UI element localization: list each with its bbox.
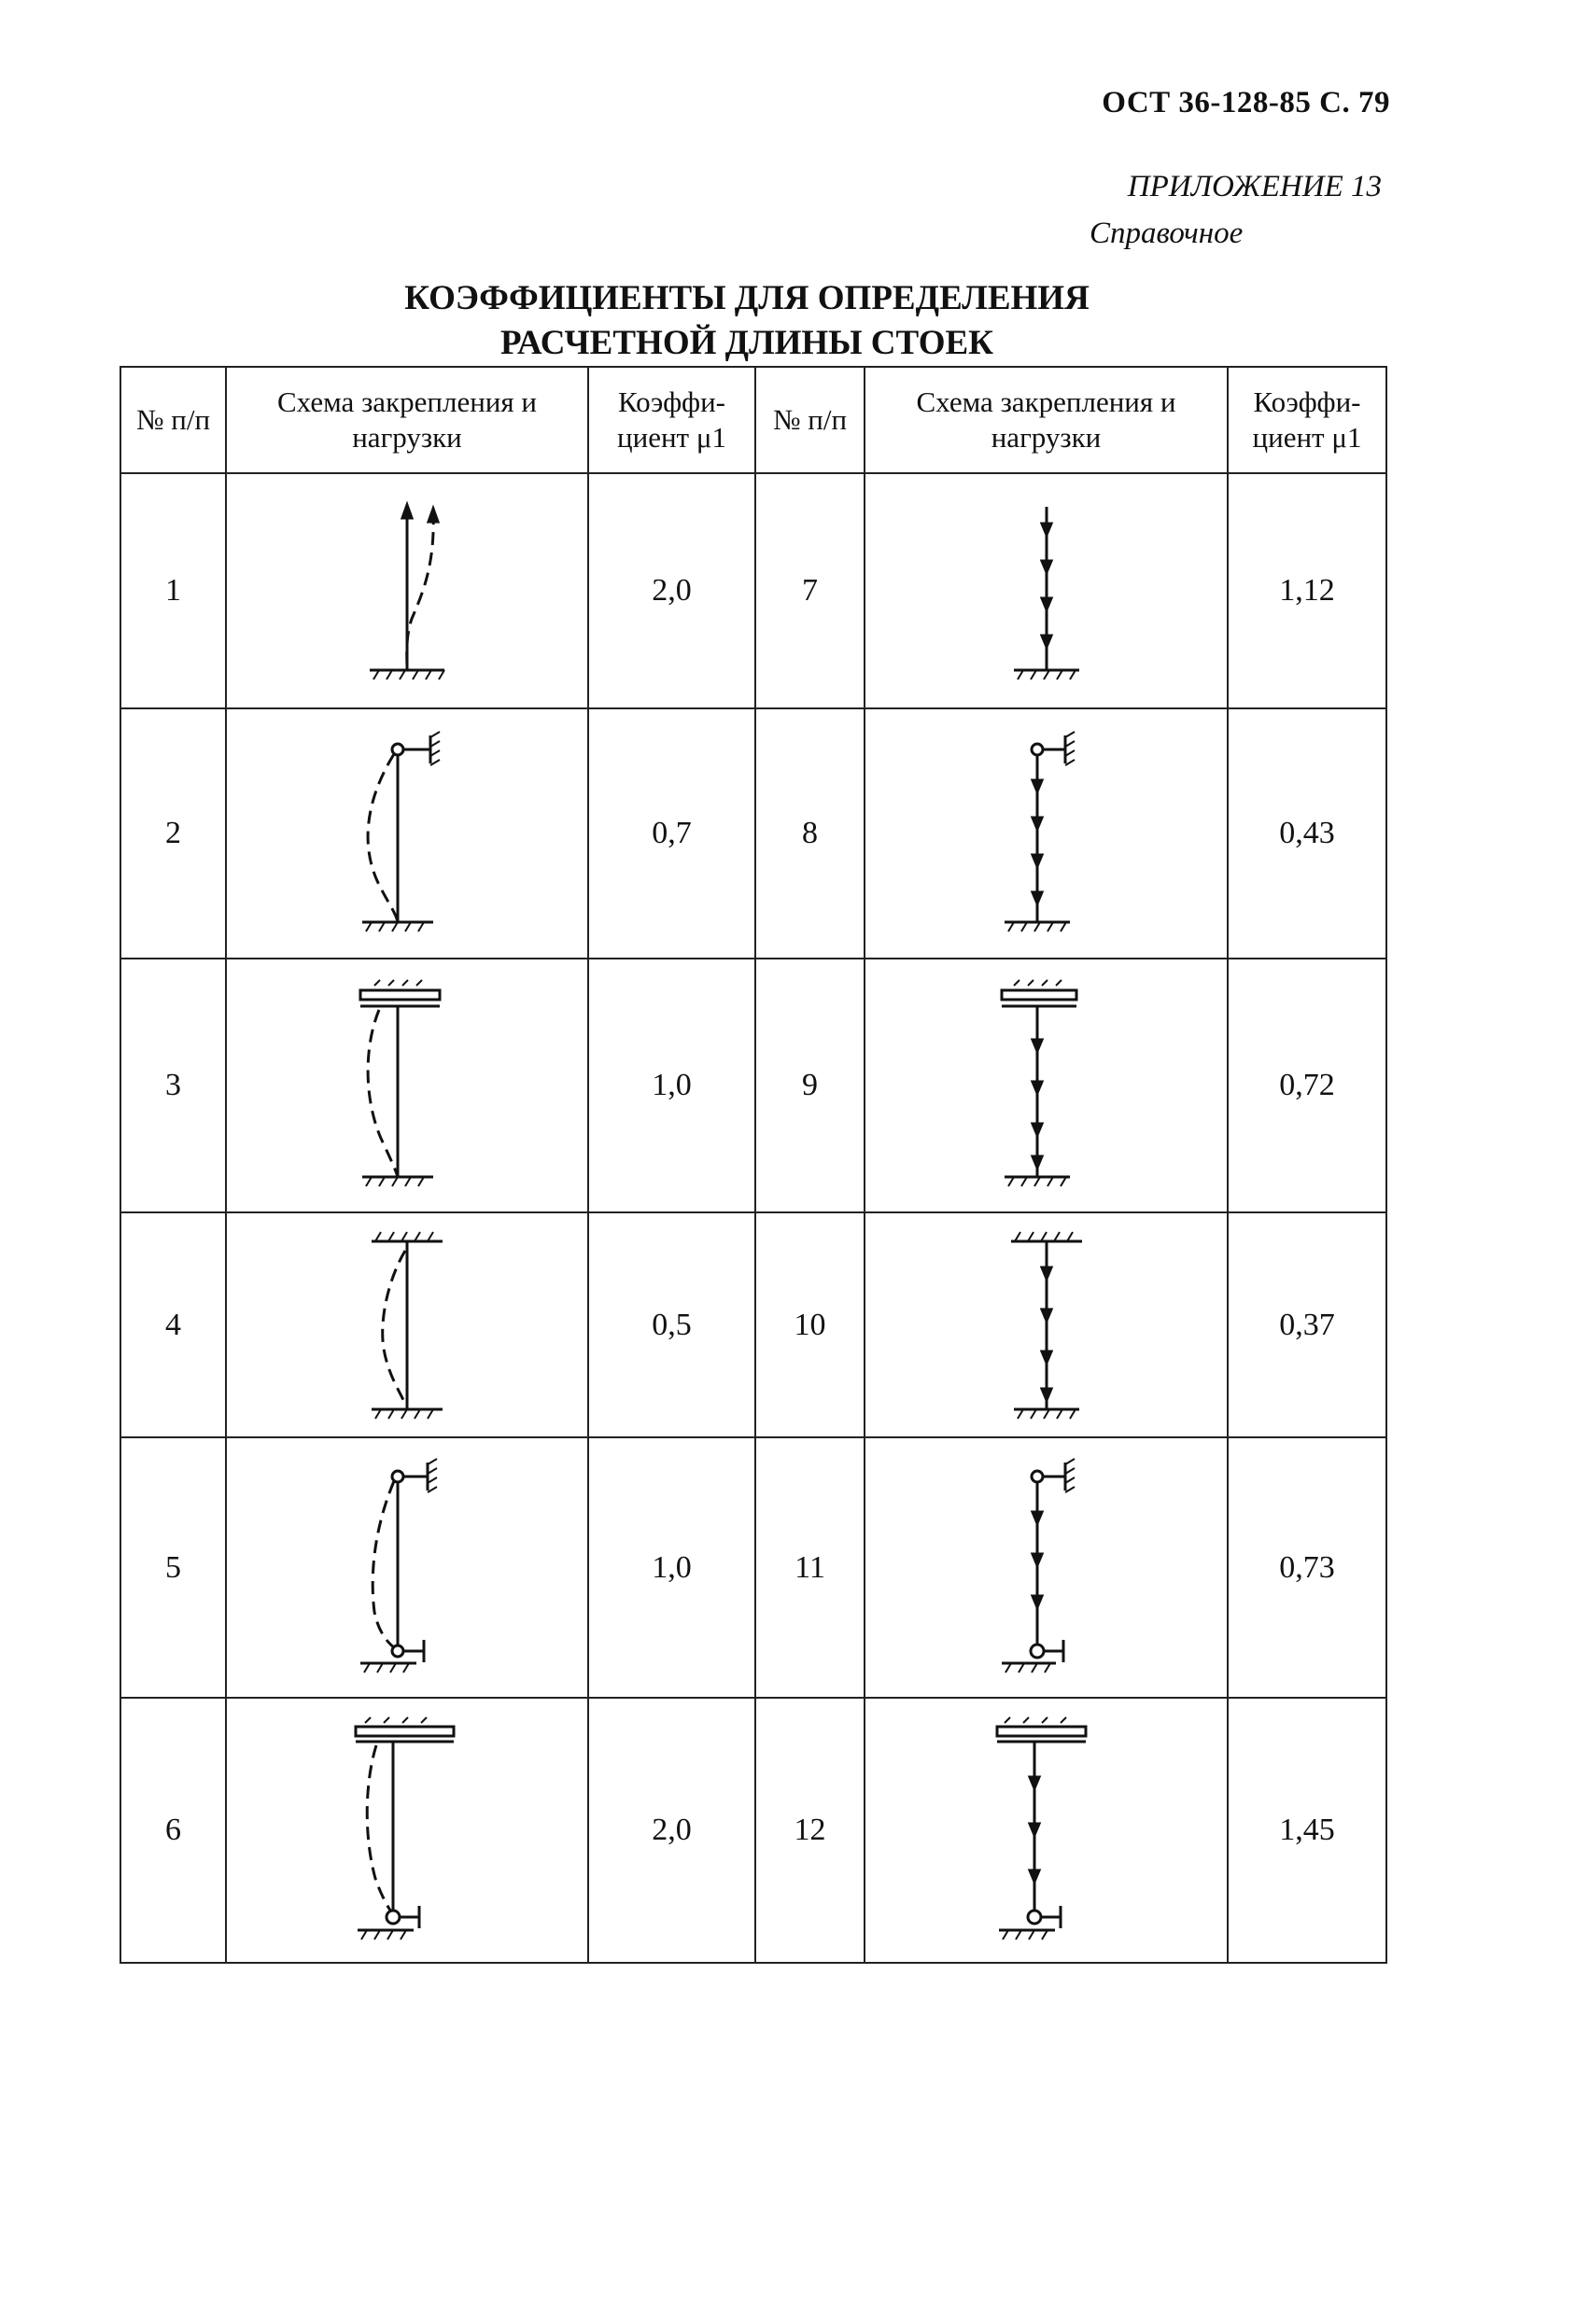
cantilever-column-diagram <box>351 497 463 684</box>
fixed-sliding-distributed-diagram <box>981 976 1112 1196</box>
row-number: 9 <box>755 959 865 1212</box>
scheme-diagram <box>865 1698 1228 1963</box>
row-number: 10 <box>755 1212 865 1437</box>
coefficient-value: 1,45 <box>1228 1698 1386 1963</box>
row-number: 1 <box>120 473 226 708</box>
pinned-pinned-distributed-diagram <box>981 1453 1112 1682</box>
scheme-diagram <box>226 959 588 1212</box>
scheme-diagram <box>226 1212 588 1437</box>
header-num-right: № п/п <box>755 367 865 473</box>
coefficient-value: 0,43 <box>1228 708 1386 959</box>
title-line-1: КОЭФФИЦИЕНТЫ ДЛЯ ОПРЕДЕЛЕНИЯ <box>404 279 1090 317</box>
row-number: 4 <box>120 1212 226 1437</box>
sliding-pinned-distributed-diagram <box>977 1714 1117 1947</box>
coefficient-value: 2,0 <box>588 1698 755 1963</box>
scheme-diagram <box>865 1437 1228 1698</box>
sliding-pinned-column-diagram <box>337 1714 477 1947</box>
distributed-load-column-diagram <box>991 497 1103 684</box>
fixed-pinned-distributed-diagram <box>981 726 1112 941</box>
scheme-diagram <box>865 959 1228 1212</box>
fixed-fixed-column-diagram <box>351 1227 463 1423</box>
coefficient-value: 1,12 <box>1228 473 1386 708</box>
reference-type: Справочное <box>1090 217 1244 250</box>
page-title <box>0 276 1494 366</box>
scheme-diagram <box>226 1698 588 1963</box>
table-row <box>120 708 1386 959</box>
scheme-diagram <box>226 1437 588 1698</box>
table-header-row <box>120 367 1386 473</box>
fixed-fixed-distributed-diagram <box>991 1227 1103 1423</box>
scheme-diagram <box>226 473 588 708</box>
scheme-diagram <box>865 1212 1228 1437</box>
row-number: 3 <box>120 959 226 1212</box>
table-row <box>120 1212 1386 1437</box>
row-number: 8 <box>755 708 865 959</box>
coefficient-value: 0,72 <box>1228 959 1386 1212</box>
title-line-2: РАСЧЕТНОЙ ДЛИНЫ СТОЕК <box>499 324 993 362</box>
coefficient-value: 1,0 <box>588 1437 755 1698</box>
table-row <box>120 473 1386 708</box>
scheme-diagram <box>226 708 588 959</box>
header-scheme-left: Схема закрепления и нагрузки <box>226 367 588 473</box>
row-number: 11 <box>755 1437 865 1698</box>
document-code: ОСТ 36-128-85 С. 79 <box>1102 86 1390 119</box>
header-scheme-right: Схема закрепления и нагрузки <box>865 367 1228 473</box>
table-row <box>120 1698 1386 1963</box>
header-num-left: № п/п <box>120 367 226 473</box>
scheme-diagram <box>865 473 1228 708</box>
fixed-pinned-column-diagram <box>342 726 472 941</box>
pinned-pinned-column-diagram <box>342 1453 472 1682</box>
appendix-label: ПРИЛОЖЕНИЕ 13 <box>1127 170 1382 203</box>
coefficient-value: 0,5 <box>588 1212 755 1437</box>
scheme-diagram <box>865 708 1228 959</box>
coefficient-value: 0,73 <box>1228 1437 1386 1698</box>
table-row <box>120 959 1386 1212</box>
coefficients-table <box>120 366 1387 1964</box>
row-number: 2 <box>120 708 226 959</box>
row-number: 7 <box>755 473 865 708</box>
coefficient-value: 2,0 <box>588 473 755 708</box>
table-row <box>120 1437 1386 1698</box>
header-coef-left: Коэффи- циент μ1 <box>588 367 755 473</box>
coefficient-value: 1,0 <box>588 959 755 1212</box>
row-number: 6 <box>120 1698 226 1963</box>
header-coef-right: Коэффи- циент μ1 <box>1228 367 1386 473</box>
coefficient-value: 0,7 <box>588 708 755 959</box>
row-number: 12 <box>755 1698 865 1963</box>
coefficient-value: 0,37 <box>1228 1212 1386 1437</box>
row-number: 5 <box>120 1437 226 1698</box>
fixed-sliding-column-diagram <box>342 976 472 1196</box>
